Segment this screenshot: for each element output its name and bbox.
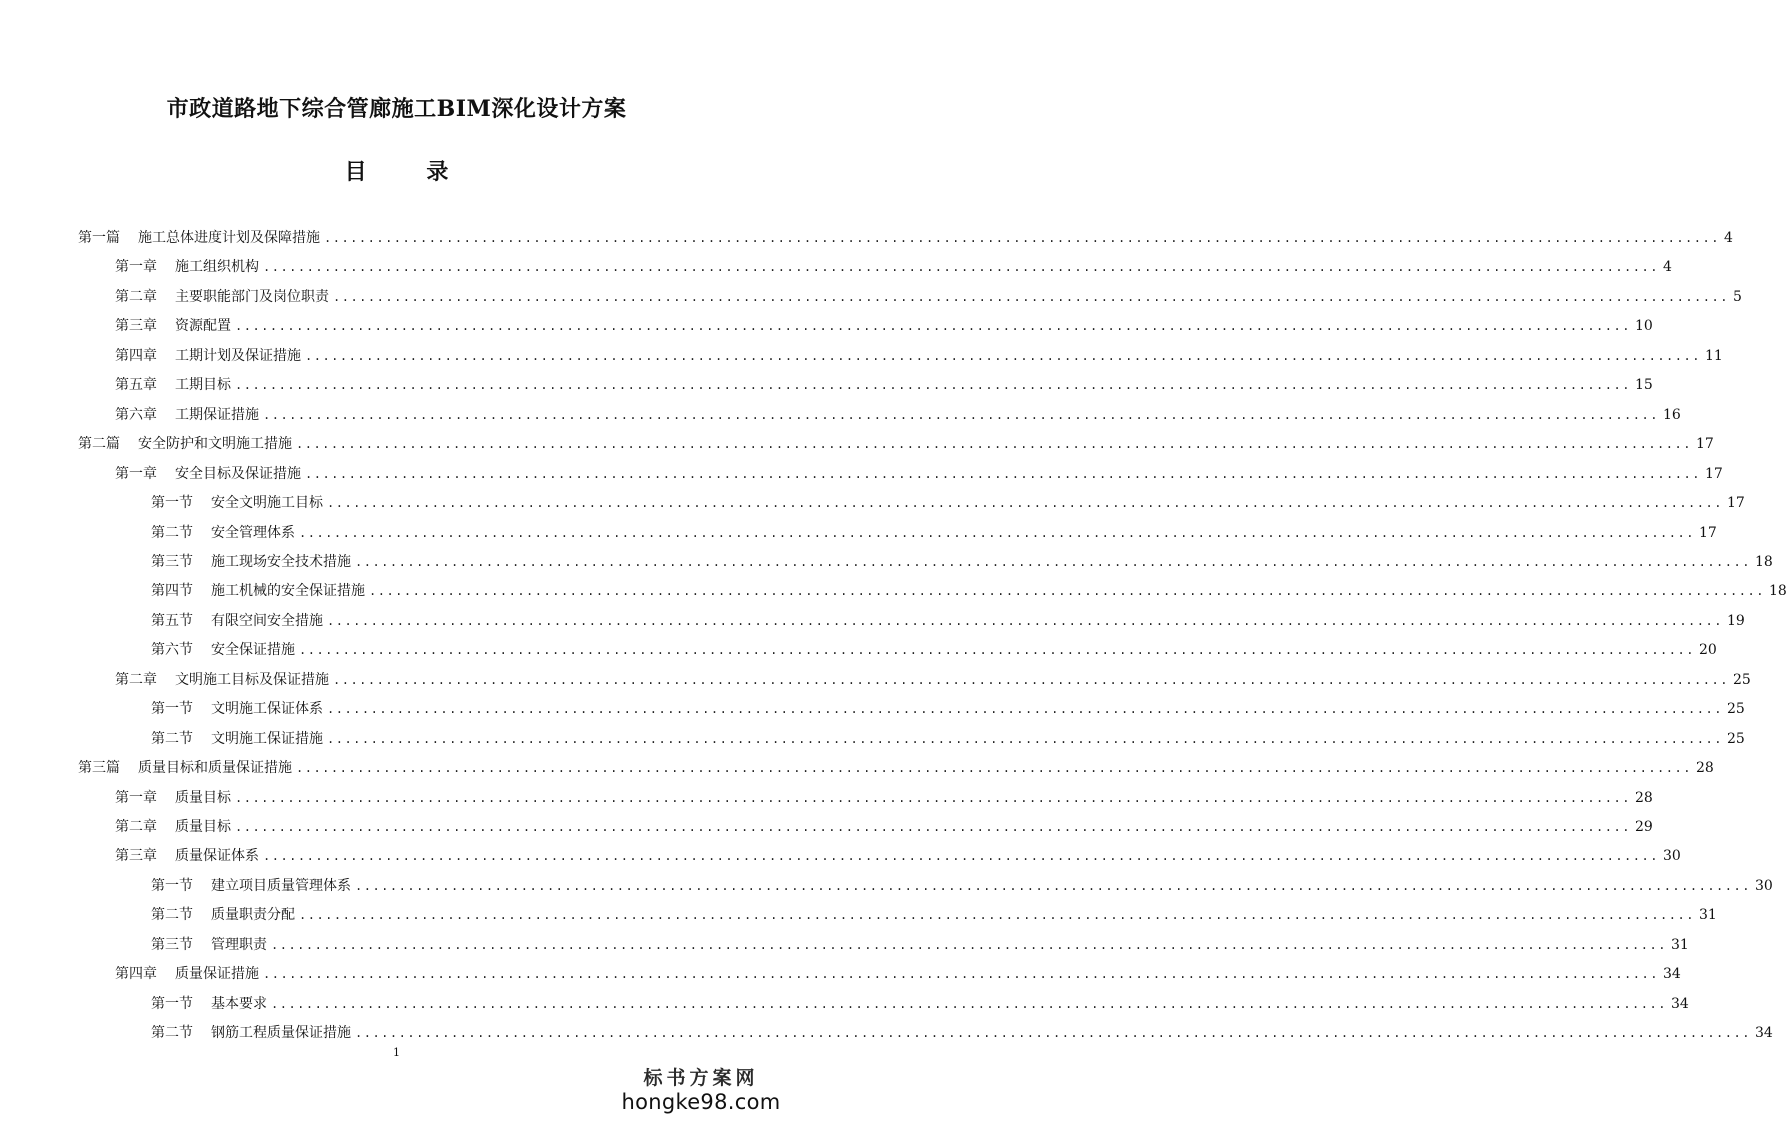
toc-dot-leader: ................................................................................................................................................................ [299,643,1695,657]
toc-entry-number: 第四章 [115,966,157,982]
toc-entry[interactable] [151,607,1745,635]
toc-dot-leader: ................................................................................................................................................................ [305,467,1701,481]
toc-entry-title: 质量保证体系 [175,848,259,864]
toc-heading: 目 录 [344,159,475,185]
toc-entry[interactable] [115,312,1653,340]
toc-entry[interactable] [78,430,1714,458]
toc-entry-page: 29 [1634,819,1653,835]
toc-entry-page: 34 [1662,966,1681,982]
toc-entry[interactable] [115,283,1742,311]
toc-entry-page: 30 [1662,848,1681,864]
toc-dot-leader: ................................................................................................................................................................ [305,349,1701,363]
toc-entry-page: 31 [1698,907,1717,923]
toc-entry-title: 工期目标 [175,377,231,393]
toc-entry-page: 4 [1723,230,1733,246]
toc-entry[interactable] [151,519,1717,547]
watermark-url: hongke98.com [621,1090,781,1114]
toc-entry-number: 第三章 [115,318,157,334]
toc-dot-leader: ................................................................................................................................................................ [235,378,1631,392]
toc-dot-leader: ................................................................................................................................................................ [235,319,1631,333]
toc-entry-title: 工期保证措施 [175,407,259,423]
toc-entry-number: 第三节 [151,937,193,953]
toc-entry-number: 第二篇 [78,436,120,452]
toc-entry-title: 文明施工保证措施 [211,731,323,747]
toc-entry[interactable] [115,342,1723,370]
toc-entry-number: 第一节 [151,878,193,894]
toc-entry-title: 安全目标及保证措施 [175,466,301,482]
toc-entry-title: 施工总体进度计划及保障措施 [138,230,320,246]
toc-entry-number: 第一篇 [78,230,120,246]
toc-entry-number: 第一章 [115,466,157,482]
toc-entry[interactable] [115,842,1681,870]
toc-dot-leader: ................................................................................................................................................................ [271,997,1667,1011]
toc-entry[interactable] [78,754,1714,782]
toc-dot-leader: ................................................................................................................................................................ [271,938,1667,952]
toc-entry[interactable] [115,813,1653,841]
toc-entry-page: 18 [1754,554,1773,570]
toc-entry-page: 11 [1704,348,1723,364]
toc-entry-title: 施工机械的安全保证措施 [211,583,365,599]
toc-dot-leader: ................................................................................................................................................................ [296,761,1692,775]
toc-entry-page: 4 [1662,259,1672,275]
toc-dot-leader: ................................................................................................................................................................ [355,555,1751,569]
toc-entry[interactable] [151,577,1787,605]
toc-entry[interactable] [151,931,1689,959]
toc-entry-title: 钢筋工程质量保证措施 [211,1025,351,1041]
toc-dot-leader: ................................................................................................................................................................ [333,673,1729,687]
toc-entry-title: 质量保证措施 [175,966,259,982]
toc-entry-page: 34 [1670,996,1689,1012]
toc-dot-leader: ................................................................................................................................................................ [263,260,1659,274]
toc-entry-page: 16 [1662,407,1681,423]
toc-entry-number: 第二节 [151,907,193,923]
toc-entry-title: 安全保证措施 [211,642,295,658]
toc-dot-leader: ................................................................................................................................................................ [299,526,1695,540]
toc-entry[interactable] [151,636,1717,664]
toc-entry-page: 17 [1704,466,1723,482]
toc-entry[interactable] [151,1019,1773,1047]
toc-entry-number: 第一章 [115,790,157,806]
toc-entry-page: 5 [1732,289,1742,305]
toc-entry-title: 安全防护和文明施工措施 [138,436,292,452]
toc-entry[interactable] [115,371,1653,399]
site-watermark [621,1066,781,1114]
toc-entry-page: 17 [1726,495,1745,511]
toc-entry-page: 31 [1670,937,1689,953]
toc-dot-leader: ................................................................................................................................................................ [355,1026,1751,1040]
toc-entry-title: 管理职责 [211,937,267,953]
toc-entry[interactable] [115,960,1681,988]
toc-entry-page: 10 [1634,318,1653,334]
toc-entry-number: 第二节 [151,731,193,747]
toc-entry-number: 第五节 [151,613,193,629]
toc-entry-number: 第五章 [115,377,157,393]
toc-entry-page: 25 [1726,701,1745,717]
toc-entry-title: 资源配置 [175,318,231,334]
toc-entry-title: 文明施工目标及保证措施 [175,672,329,688]
toc-dot-leader: ................................................................................................................................................................ [263,967,1659,981]
toc-entry-page: 28 [1695,760,1714,776]
toc-entry-title: 主要职能部门及岗位职责 [175,289,329,305]
toc-entry-number: 第一节 [151,996,193,1012]
toc-dot-leader: ................................................................................................................................................................ [235,791,1631,805]
toc-entry[interactable] [115,401,1681,429]
toc-entry-title: 质量目标和质量保证措施 [138,760,292,776]
toc-entry-number: 第六章 [115,407,157,423]
toc-entry-number: 第四章 [115,348,157,364]
toc-entry-number: 第一节 [151,495,193,511]
toc-entry-number: 第三节 [151,554,193,570]
toc-entry-title: 建立项目质量管理体系 [211,878,351,894]
toc-entry[interactable] [151,990,1689,1018]
toc-entry[interactable] [115,253,1672,281]
toc-entry-number: 第一章 [115,259,157,275]
watermark-cn: 标书方案网 [643,1067,759,1089]
toc-entry-title: 基本要求 [211,996,267,1012]
toc-entry-page: 15 [1634,377,1653,393]
toc-entry-title: 安全文明施工目标 [211,495,323,511]
toc-entry-page: 17 [1695,436,1714,452]
toc-entry-page: 30 [1754,878,1773,894]
toc-dot-leader: ................................................................................................................................................................ [296,437,1692,451]
toc-dot-leader: ................................................................................................................................................................ [327,732,1723,746]
toc-entry-page: 34 [1754,1025,1773,1041]
toc-entry-number: 第四节 [151,583,193,599]
page-number: 1 [393,1046,400,1059]
toc-entry-title: 工期计划及保证措施 [175,348,301,364]
toc-entry[interactable] [151,872,1773,900]
toc-entry[interactable] [151,901,1717,929]
toc-entry[interactable] [151,725,1745,753]
toc-entry-title: 质量目标 [175,790,231,806]
toc-entry-title: 质量职责分配 [211,907,295,923]
toc-entry[interactable] [151,695,1745,723]
toc-dot-leader: ................................................................................................................................................................ [355,879,1751,893]
toc-dot-leader: ................................................................................................................................................................ [369,584,1765,598]
toc-dot-leader: ................................................................................................................................................................ [327,614,1723,628]
toc-dot-leader: ................................................................................................................................................................ [263,408,1659,422]
toc-dot-leader: ................................................................................................................................................................ [333,290,1729,304]
toc-entry[interactable] [151,489,1745,517]
toc-dot-leader: ................................................................................................................................................................ [324,231,1720,245]
toc-entry-number: 第二节 [151,525,193,541]
toc-entry-number: 第二章 [115,819,157,835]
toc-entry-page: 18 [1768,583,1787,599]
toc-entry-title: 质量目标 [175,819,231,835]
toc-entry-number: 第二章 [115,672,157,688]
toc-entry[interactable] [115,460,1723,488]
toc-entry-number: 第二章 [115,289,157,305]
toc-entry-page: 19 [1726,613,1745,629]
toc-dot-leader: ................................................................................................................................................................ [263,849,1659,863]
toc-dot-leader: ................................................................................................................................................................ [299,908,1695,922]
toc-entry-number: 第一节 [151,701,193,717]
toc-entry-page: 28 [1634,790,1653,806]
toc-entry-title: 安全管理体系 [211,525,295,541]
toc-entry-number: 第二节 [151,1025,193,1041]
toc-entry[interactable] [78,224,1733,252]
toc-entry-page: 25 [1732,672,1751,688]
document-title: 市政道路地下综合管廊施工BIM深化设计方案 [166,96,627,122]
toc-entry-title: 施工现场安全技术措施 [211,554,351,570]
toc-entry-title: 文明施工保证体系 [211,701,323,717]
toc-entry-number: 第六节 [151,642,193,658]
toc-entry-page: 17 [1698,525,1717,541]
toc-dot-leader: ................................................................................................................................................................ [327,496,1723,510]
toc-dot-leader: ................................................................................................................................................................ [327,702,1723,716]
toc-entry-page: 20 [1698,642,1717,658]
toc-entry-number: 第三篇 [78,760,120,776]
toc-entry[interactable] [115,666,1751,694]
toc-entry-title: 施工组织机构 [175,259,259,275]
toc-dot-leader: ................................................................................................................................................................ [235,820,1631,834]
toc-entry-number: 第三章 [115,848,157,864]
toc-entry-page: 25 [1726,731,1745,747]
toc-entry[interactable] [115,784,1653,812]
toc-entry[interactable] [151,548,1773,576]
toc-entry-title: 有限空间安全措施 [211,613,323,629]
